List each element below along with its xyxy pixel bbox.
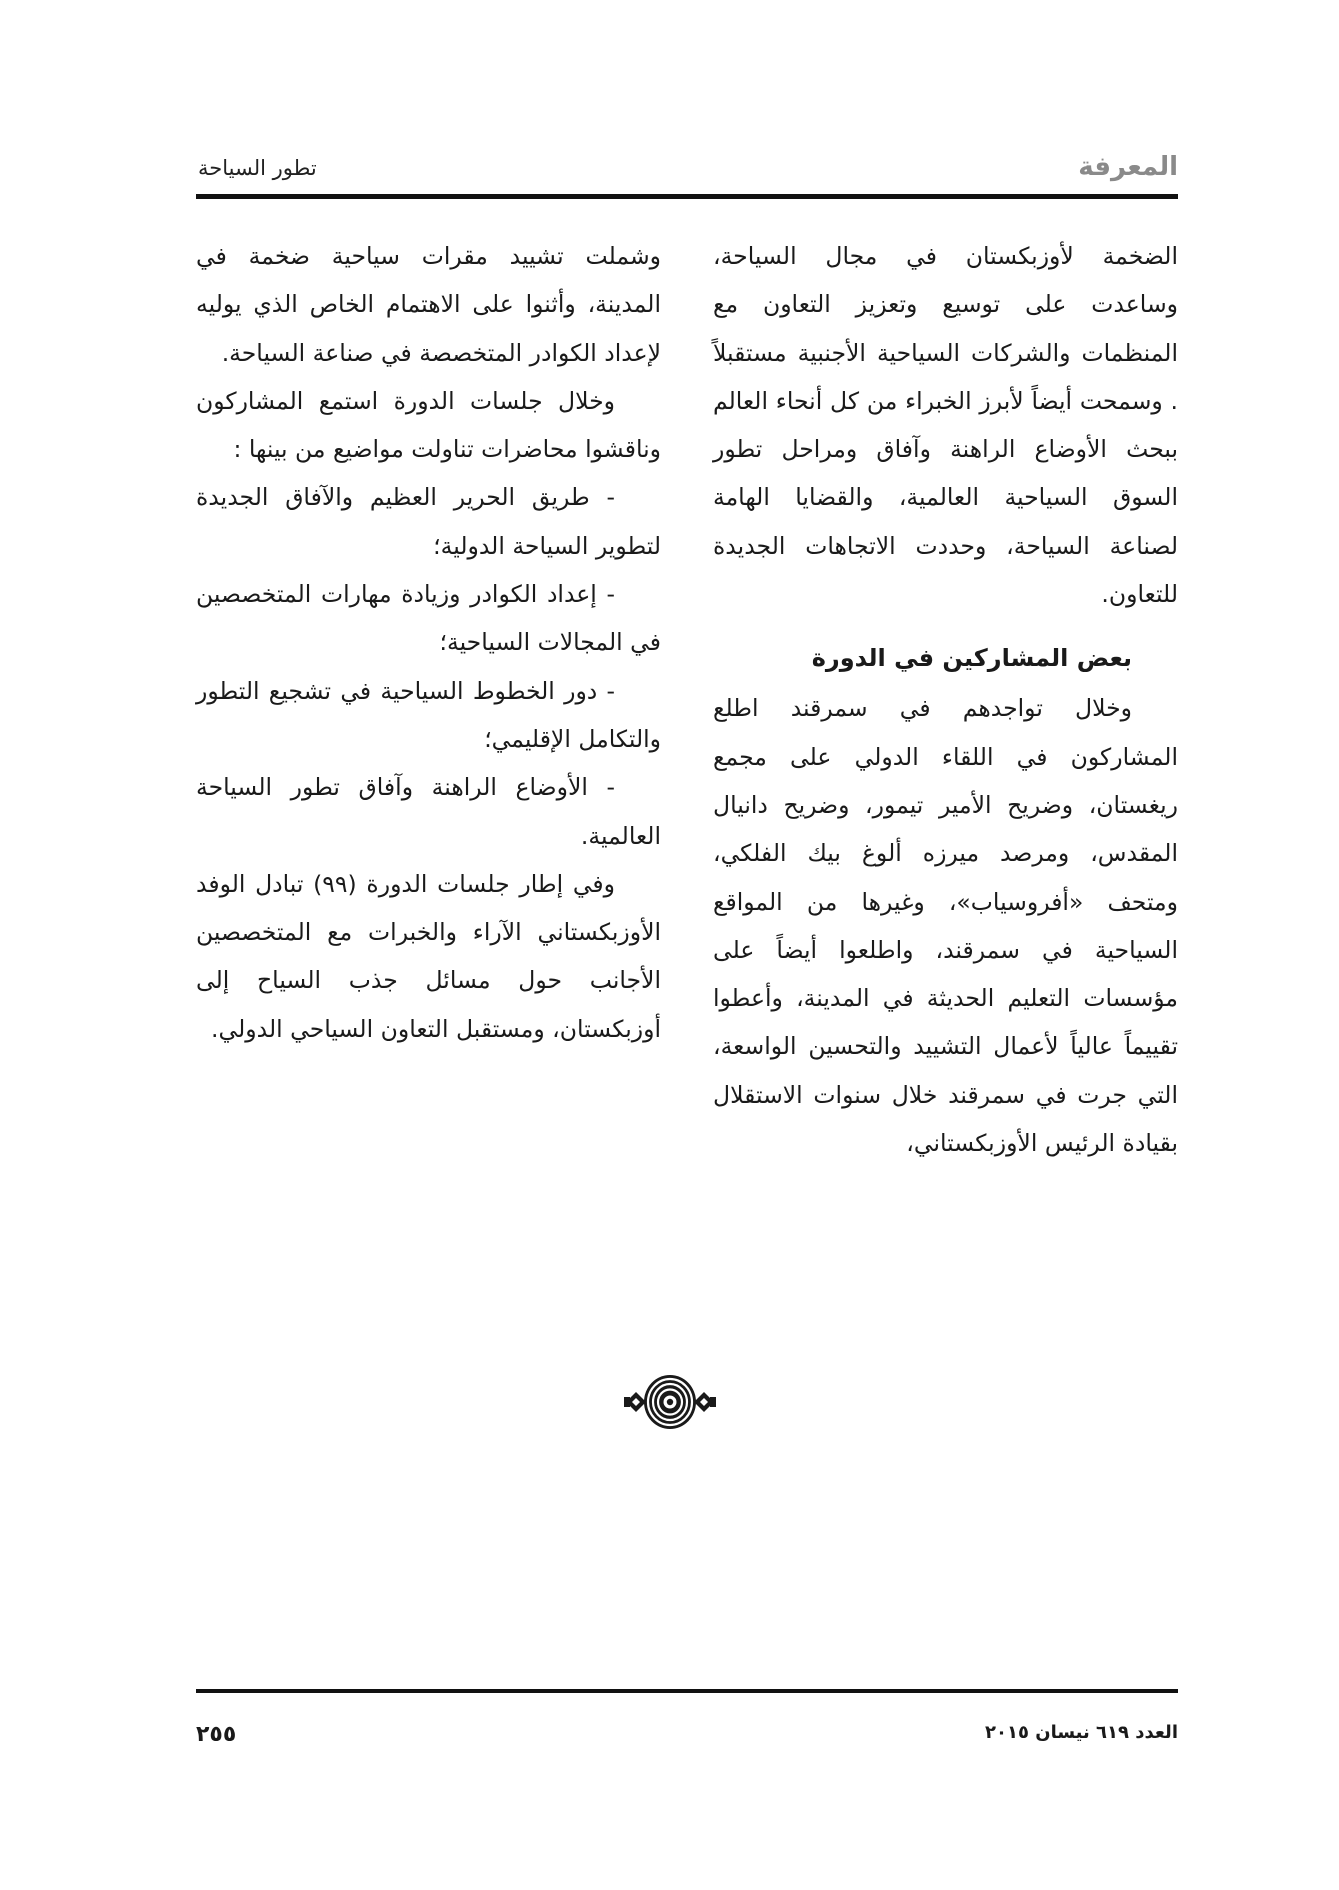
list-item: - دور الخطوط السياحية في تشجيع التطور والتكامل الإقليمي؛ — [196, 676, 661, 753]
footer-divider — [196, 1689, 1178, 1693]
paragraph: وخلال تواجدهم في سمرقند اطلع المشاركون في اللقاء الدولي على مجمع ريغستان، وضريح الأمير تيمور، وضريح دانيال المقدس، ومرصد ميرزه ألوغ بيك الفلكي، ومتحف «أفروسياب»، وغيرها من المواقع السياحية في سمرقند، واطلعوا أيضاً على مؤسسات التعليم الحديثة في المدينة، وأعطوا تقييماً عالياً لأعمال التشييد والتحسين الواسعة، التي جرت في سمرقند خلال سنوات الاستقلال بقيادة الرئيس الأوزبكستاني، — [713, 694, 1178, 1158]
ornament-icon — [624, 1371, 716, 1433]
issue-info: العدد ٦١٩ نيسان ٢٠١٥ — [985, 1722, 1178, 1743]
paragraph: وخلال جلسات الدورة استمع المشاركون وناقشوا محاضرات تناولت مواضيع من بينها : — [196, 386, 661, 464]
list-item: - طريق الحرير العظيم والآفاق الجديدة لتطوير السياحة الدولية؛ — [196, 483, 661, 560]
page-header — [196, 148, 1178, 196]
magazine-logo: المعرفة — [1078, 152, 1178, 182]
left-column — [196, 232, 661, 1053]
list-item: - الأوضاع الراهنة وآفاق تطور السياحة العالمية. — [196, 773, 661, 850]
running-title: تطور السياحة — [198, 156, 317, 180]
paragraph: وشملت تشييد مقرات سياحية ضخمة في المدينة، وأثنوا على الاهتمام الخاص الذي يوليه لإعداد الكوادر المتخصصة في صناعة السياحة. — [196, 242, 661, 367]
paragraph: وفي إطار جلسات الدورة (٩٩) تبادل الوفد الأوزبكستاني الآراء والخبرات مع المتخصصين الأجانب حول مسائل جذب السياح إلى أوزبكستان، ومستقبل التعاون السياحي الدولي. — [196, 869, 661, 1043]
list-item: - إعداد الكوادر وزيادة مهارات المتخصصين في المجالات السياحية؛ — [196, 580, 661, 657]
right-column — [713, 232, 1178, 1167]
paragraph: الضخمة لأوزبكستان في مجال السياحة، وساعدت على توسيع وتعزيز التعاون مع المنظمات والشركات السياحية الأجنبية مستقبلاً . وسمحت أيضاً لأبرز الخبراء من كل أنحاء العالم ببحث الأوضاع الراهنة وآفاق ومراحل تطور السوق السياحية العالمية، والقضايا الهامة لصناعة السياحة، وحددت الاتجاهات الجديدة للتعاون. — [713, 242, 1178, 609]
section-heading: بعض المشاركين في الدورة — [811, 644, 1132, 673]
header-divider — [196, 194, 1178, 199]
page-number: ٢٥٥ — [196, 1722, 237, 1747]
